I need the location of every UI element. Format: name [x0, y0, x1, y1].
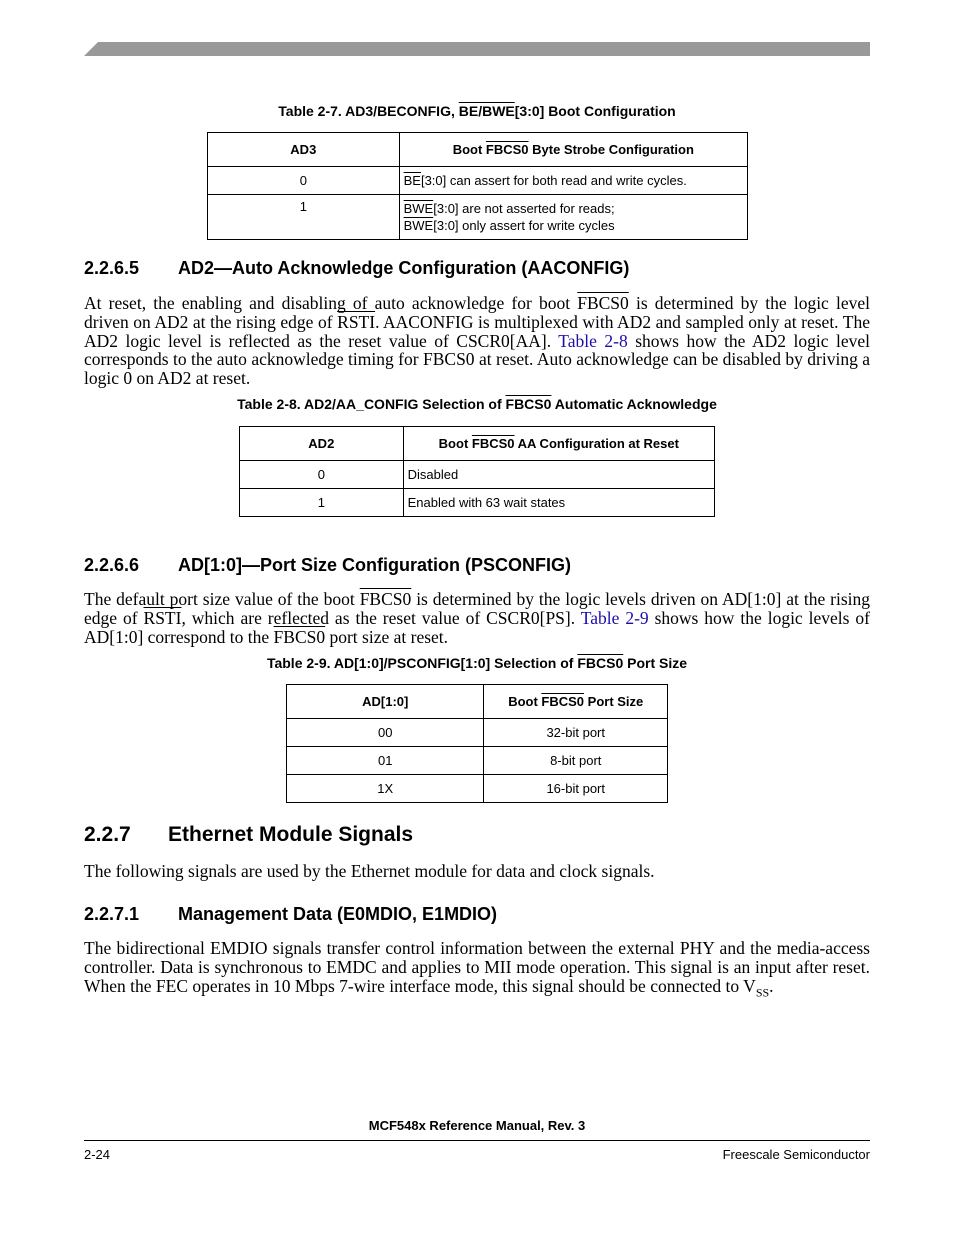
table-2-8: [239, 426, 715, 517]
column-header: AD3: [208, 133, 400, 167]
table-row: [240, 461, 715, 489]
table-cell: 0: [208, 167, 400, 195]
column-header: Boot FBCS0 Port Size: [484, 685, 668, 719]
table-cell: 01: [287, 747, 484, 775]
column-header: Boot FBCS0 Byte Strobe Configuration: [399, 133, 747, 167]
paragraph-aaconfig: At reset, the enabling and disabling of auto acknowledge for boot FBCS0 is determined by the logic level driven on AD2 at the rising edge of RSTI. AACONFIG is multiplexed with AD2 and sampled only at reset. The AD2 logic level is reflected as the reset value of CSCR0[AA]. Table 2-8 shows how the AD2 logic level corresponds to the auto acknowledge timing for FBCS0 at reset. Auto acknowledge can be disabled by driving a logic 0 on AD2 at reset.: [84, 293, 870, 389]
table-cell: $\overline{BWE}[3:0]$ are not asserted for reads; $\overline{BWE}[3:0]$ only assert for write cycles: [399, 195, 747, 240]
section-heading-2-2-7-1: 2.2.7.1 Management Data (E0MDIO, E1MDIO): [84, 904, 498, 924]
table-header-row: [208, 133, 748, 167]
table-cell: Enabled with 63 wait states: [403, 489, 714, 517]
table-row: [208, 195, 748, 240]
table-row: [240, 489, 715, 517]
paragraph-psconfig: The default port size value of the boot FBCS0 is determined by the logic levels driven on AD[1:0] at the rising edge of RSTI, which are reflected as the reset value of CSCR0[PS]. Table 2-9 shows how the logic levels of AD[1:0] correspond to the FBCS0 port size at reset.: [84, 589, 871, 647]
table-header-row: [287, 685, 668, 719]
footer-divider: [84, 1140, 870, 1141]
table-cell: 1X: [287, 775, 484, 803]
section-heading-2-2-7: 2.2.7 Ethernet Module Signals: [84, 823, 414, 846]
header-bar: [84, 42, 870, 56]
table-cell: 8-bit port: [484, 747, 668, 775]
column-header: Boot FBCS0 AA Configuration at Reset: [403, 427, 714, 461]
table-2-8-caption: Table 2-8. AD2/AA_CONFIG Selection of FBCS0 Automatic Acknowledge: [237, 396, 717, 412]
table-2-7: [207, 132, 748, 240]
table-header-row: [240, 427, 715, 461]
section-heading-2-2-6-5: 2.2.6.5 AD2—Auto Acknowledge Configuration (AACONFIG): [84, 258, 630, 278]
table-cell: 0: [240, 461, 404, 489]
table-cell: 1: [240, 489, 404, 517]
table-row: [287, 775, 668, 803]
table-cell: Disabled: [403, 461, 714, 489]
footer-manual-title: MCF548x Reference Manual, Rev. 3: [368, 1118, 586, 1133]
section-heading-2-2-6-6: 2.2.6.6 AD[1:0]—Port Size Configuration (PSCONFIG): [84, 555, 571, 575]
table-cell: 1: [208, 195, 400, 240]
table-cell: $\overline{BE}[3:0]$ can assert for both read and write cycles.: [399, 167, 747, 195]
column-header: AD2: [240, 427, 404, 461]
column-header: AD[1:0]: [287, 685, 484, 719]
table-2-8-link[interactable]: Table 2-8: [558, 330, 628, 351]
table-2-7-caption: Table 2-7. AD3/BECONFIG, BE/BWE[3:0] Boot Configuration: [278, 103, 676, 119]
table-2-9-caption: Table 2-9. AD[1:0]/PSCONFIG[1:0] Selection of FBCS0 Port Size: [266, 655, 688, 671]
table-row: [208, 167, 748, 195]
paragraph-emdio: The bidirectional EMDIO signals transfer control information between the external PHY and the media-access controller. Data is synchronous to EMDC and applies to MII mode operation. This signal is an input after reset. When the FEC operates in 10 Mbps 7-wire interface mode, this signal should be connected to $V_{SS}$.: [84, 938, 870, 1000]
table-2-9-link[interactable]: Table 2-9: [580, 607, 649, 628]
table-row: [287, 719, 668, 747]
table-cell: 00: [287, 719, 484, 747]
table-2-9: [286, 684, 668, 803]
paragraph-ethernet-signals: The following signals are used by the Ethernet module for data and clock signals.: [84, 861, 655, 881]
table-cell: 16-bit port: [484, 775, 668, 803]
table-row: [287, 747, 668, 775]
table-cell: 32-bit port: [484, 719, 668, 747]
footer-company: Freescale Semiconductor: [722, 1147, 870, 1162]
page-number: 2-24: [84, 1147, 111, 1162]
